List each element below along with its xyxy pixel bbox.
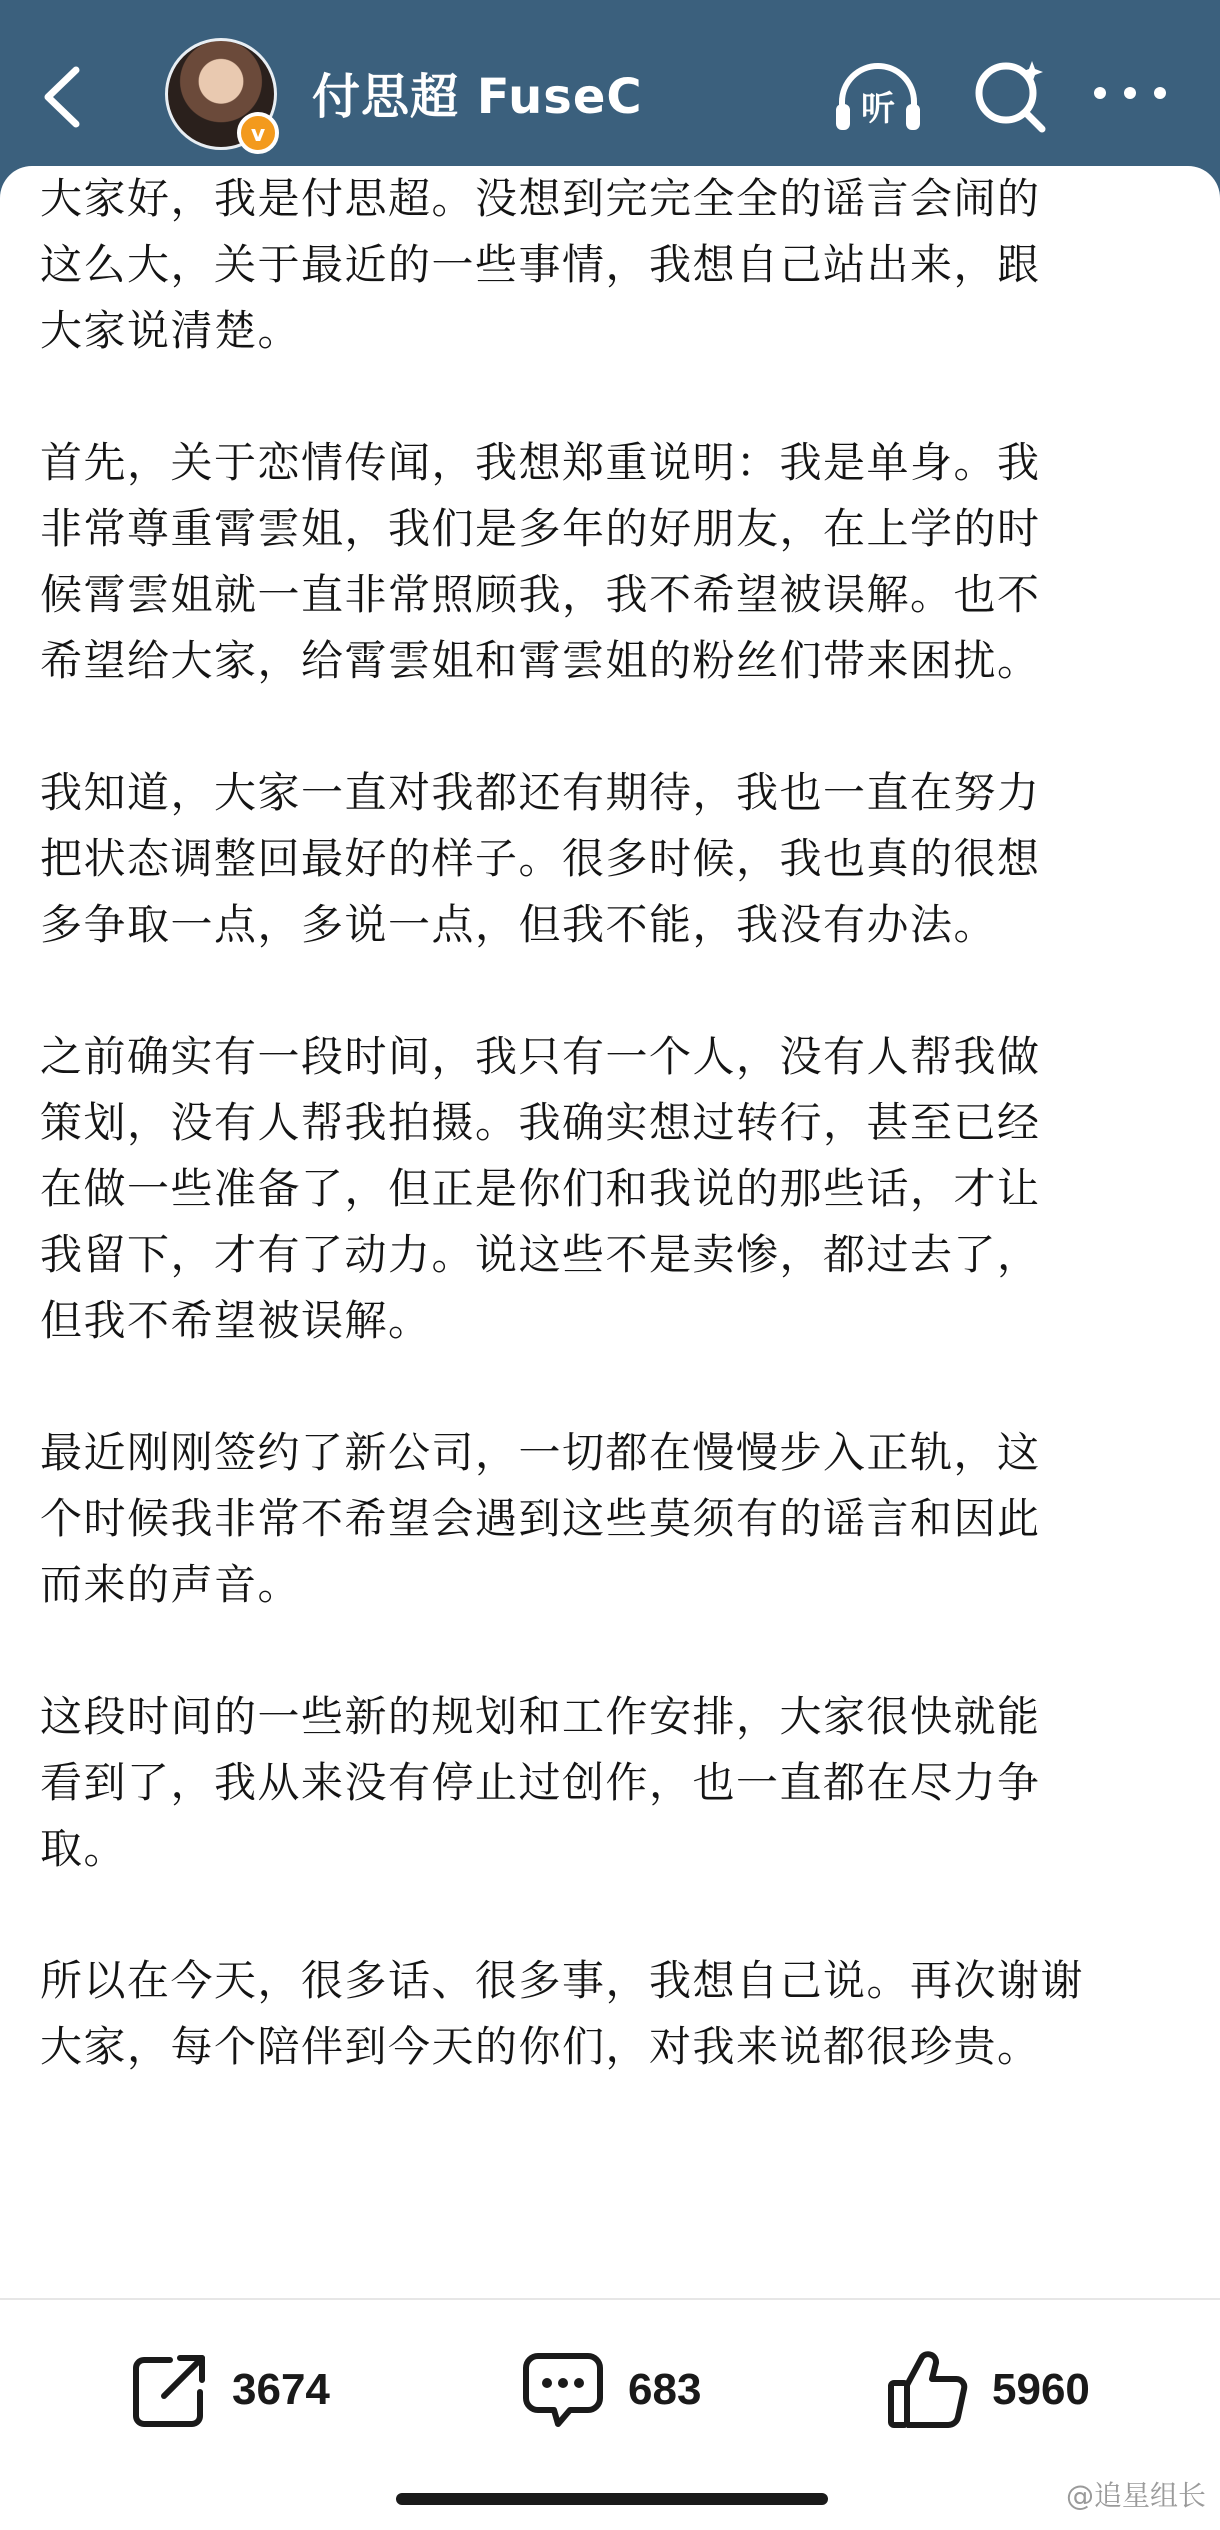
text-line: 大家好，我是付思超。没想到完完全全的谣言会闹的 [40,174,1041,223]
search-button[interactable] [970,55,1052,137]
text-line: 候霄雲姐就一直非常照顾我，我不希望被误解。也不 [40,570,1041,619]
text-line: 在做一些准备了，但正是你们和我说的那些话，才让 [40,1164,1041,1213]
share-count: 3674 [232,2365,330,2414]
paragraph [40,1420,1190,1618]
text-line: 希望给大家，给霄雲姐和霄雲姐的粉丝们带来困扰。 [40,636,1041,685]
paragraph [40,430,1190,694]
text-line: 我知道，大家一直对我都还有期待，我也一直在努力 [40,768,1041,817]
post-body [40,166,1190,2146]
comment-count: 683 [628,2365,702,2414]
paragraph [40,1684,1190,1882]
text-line: 取。 [40,1824,128,1873]
paragraph [40,1948,1190,2080]
text-line: 看到了，我从来没有停止过创作，也一直都在尽力争 [40,1758,1041,1807]
paragraph [40,166,1190,364]
text-line: 策划，没有人帮我拍摄。我确实想过转行，甚至已经 [40,1098,1041,1147]
more-button[interactable] [1090,78,1170,108]
listen-button[interactable] [832,58,924,138]
like-count: 5960 [992,2365,1090,2414]
svg-text:v: v [250,122,266,147]
home-indicator[interactable] [396,2493,828,2505]
text-line: 我留下，才有了动力。说这些不是卖惨，都过去了， [40,1230,1041,1279]
like-button[interactable] [886,2350,1090,2430]
text-line: 首先，关于恋情传闻，我想郑重说明：我是单身。我 [40,438,1041,487]
more-dots-icon [1090,78,1170,108]
page-title: 付思超 FuseC [312,69,643,125]
chevron-left-icon [38,62,98,132]
text-line: 这么大，关于最近的一些事情，我想自己站出来，跟 [40,240,1041,289]
share-icon [130,2350,210,2430]
search-icon [970,55,1052,137]
text-line: 个时候我非常不希望会遇到这些莫须有的谣言和因此 [40,1494,1041,1543]
thumbs-up-icon [886,2349,970,2431]
text-line: 大家说清楚。 [40,306,302,355]
top-nav-bar [0,0,1220,180]
text-line: 最近刚刚签约了新公司，一切都在慢慢步入正轨，这 [40,1428,1041,1477]
share-button[interactable] [130,2350,330,2430]
post-content-sheet [0,166,1220,2530]
paragraph [40,760,1190,958]
back-button[interactable] [38,62,98,132]
watermark: @追星组长 [1065,2479,1206,2512]
headphones-icon [832,58,924,138]
text-line: 大家，每个陪伴到今天的你们，对我来说都很珍贵。 [40,2022,1041,2071]
comment-icon [520,2350,606,2430]
text-line: 非常尊重霄雲姐，我们是多年的好朋友，在上学的时 [40,504,1041,553]
paragraph [40,1024,1190,1354]
text-line: 但我不希望被误解。 [40,1296,432,1345]
text-line: 所以在今天，很多话、很多事，我想自己说。再次谢谢 [40,1956,1085,2005]
comment-button[interactable] [520,2350,701,2430]
text-line: 之前确实有一段时间，我只有一个人，没有人帮我做 [40,1032,1041,1081]
text-line: 这段时间的一些新的规划和工作安排，大家很快就能 [40,1692,1041,1741]
verified-badge-icon [237,112,279,154]
text-line: 把状态调整回最好的样子。很多时候，我也真的很想 [40,834,1041,883]
listen-label: 听 [861,89,895,129]
text-line: 多争取一点，多说一点，但我不能，我没有办法。 [40,900,998,949]
text-line: 而来的声音。 [40,1560,302,1609]
action-bar-divider [0,2298,1220,2300]
